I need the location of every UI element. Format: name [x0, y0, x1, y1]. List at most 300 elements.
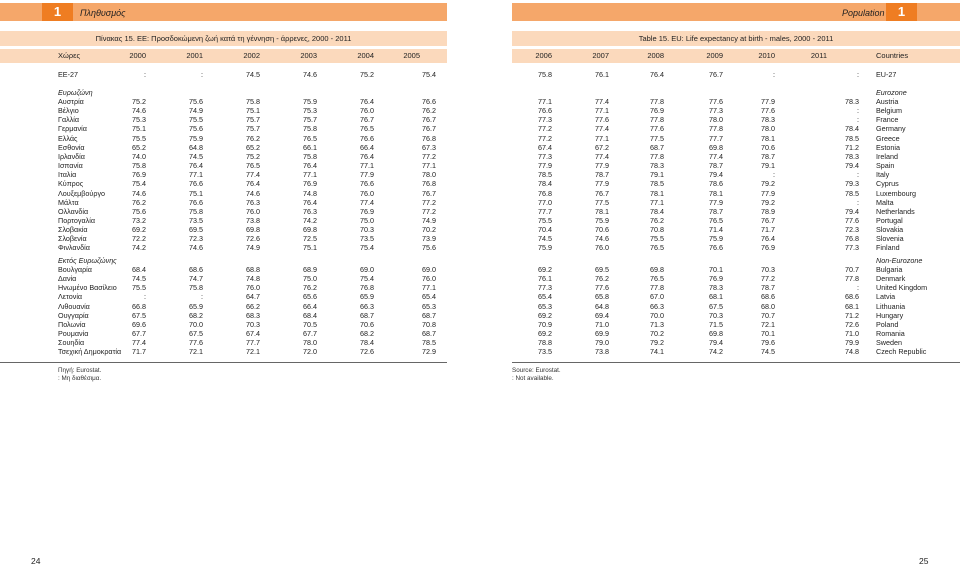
value-cell: 76.2	[422, 106, 436, 116]
value-cell: 67.7	[132, 329, 146, 339]
value-cell: 76.4	[761, 234, 775, 244]
country-name: Portugal	[876, 215, 903, 225]
value-cell: 76.1	[595, 70, 609, 79]
country-name: Σλοβενία	[58, 234, 87, 244]
country-name: Λουξεμβούργο	[58, 188, 106, 198]
value-cell: 76.7	[709, 70, 723, 79]
value-cell: 77.9	[709, 197, 723, 207]
value-cell: 77.5	[650, 133, 664, 143]
value-cell: 76.6	[538, 106, 552, 116]
value-cell: 77.9	[761, 97, 775, 106]
value-cell: 65.4	[538, 292, 552, 302]
year-header: 2007	[592, 51, 609, 60]
value-cell: 69.4	[595, 310, 609, 320]
value-cell: 64.8	[189, 142, 203, 152]
country-name: United Kingdom	[876, 283, 928, 293]
value-cell: 75.8	[538, 70, 552, 79]
value-cell: 76.5	[246, 161, 260, 171]
value-cell: 73.5	[538, 347, 552, 357]
value-cell: 73.5	[360, 234, 374, 244]
value-cell: 76.3	[246, 197, 260, 207]
value-cell: 77.6	[845, 215, 859, 225]
table-row	[0, 198, 447, 207]
value-cell: 65.2	[132, 142, 146, 152]
value-cell: 70.0	[650, 310, 664, 320]
value-cell: 77.2	[538, 133, 552, 143]
value-cell: 72.1	[246, 347, 260, 357]
value-cell: 78.7	[761, 283, 775, 293]
value-cell: 75.5	[538, 215, 552, 225]
value-cell: 67.2	[595, 142, 609, 152]
value-cell: 77.1	[538, 97, 552, 106]
value-cell: 77.3	[709, 106, 723, 116]
value-cell: 70.7	[845, 265, 859, 274]
value-cell: 79.0	[595, 338, 609, 348]
value-cell: 76.5	[650, 274, 664, 284]
country-name: Bulgaria	[876, 265, 903, 274]
value-cell: :	[144, 292, 146, 302]
value-cell: 78.5	[845, 188, 859, 198]
value-cell: 76.0	[595, 243, 609, 253]
country-header: Χώρες	[58, 51, 81, 60]
value-cell: 78.0	[422, 170, 436, 180]
year-header: 2002	[243, 51, 260, 60]
value-cell: 76.6	[709, 243, 723, 253]
value-cell: 77.9	[595, 161, 609, 171]
value-cell: 68.4	[132, 265, 146, 274]
value-cell: 72.5	[303, 234, 317, 244]
value-cell: 64.7	[246, 292, 260, 302]
value-cell: 77.6	[709, 97, 723, 106]
value-cell: 77.2	[761, 274, 775, 284]
country-name: Βουλγαρία	[58, 265, 92, 274]
value-cell: 75.2	[246, 151, 260, 161]
country-name: Finland	[876, 243, 900, 253]
value-cell: 76.9	[360, 206, 374, 216]
value-cell: 77.3	[538, 151, 552, 161]
value-cell: 73.2	[132, 215, 146, 225]
value-cell: 65.9	[189, 301, 203, 311]
value-cell: 74.6	[132, 188, 146, 198]
left-chapter-label: Πληθυσμός	[80, 8, 126, 18]
country-name: Ισπανία	[58, 161, 83, 171]
value-cell: 77.0	[538, 197, 552, 207]
year-header: 2005	[403, 51, 420, 60]
table-row	[512, 338, 960, 347]
year-header: 2000	[129, 51, 146, 60]
value-cell: 74.6	[189, 243, 203, 253]
group-label: Ευρωζώνη	[58, 88, 93, 97]
value-cell: 74.5	[132, 274, 146, 284]
country-name: Germany	[876, 124, 906, 134]
value-cell: 77.4	[595, 124, 609, 134]
table-row	[0, 320, 447, 329]
right-chapter-label: Population	[842, 8, 885, 18]
country-name: Πολωνία	[58, 319, 86, 329]
value-cell: 71.2	[845, 310, 859, 320]
value-cell: 77.8	[845, 274, 859, 284]
value-cell: 72.2	[132, 234, 146, 244]
country-name: Βέλγιο	[58, 106, 79, 116]
table-row	[512, 189, 960, 198]
value-cell: :	[857, 115, 859, 125]
value-cell: 78.9	[761, 206, 775, 216]
value-cell: 67.5	[189, 329, 203, 339]
value-cell: 77.3	[538, 115, 552, 125]
value-cell: 78.7	[709, 206, 723, 216]
table-row	[0, 311, 447, 320]
table-row	[512, 283, 960, 292]
value-cell: 66.3	[650, 301, 664, 311]
value-cell: 78.4	[650, 206, 664, 216]
country-name: Netherlands	[876, 206, 915, 216]
value-cell: 78.5	[538, 170, 552, 180]
table-row	[512, 243, 960, 252]
value-cell: 72.3	[189, 234, 203, 244]
table-row	[0, 115, 447, 124]
year-header: 2008	[647, 51, 664, 60]
value-cell: 78.8	[538, 338, 552, 348]
value-cell: 64.8	[595, 301, 609, 311]
country-name: Denmark	[876, 274, 906, 284]
value-cell: 74.8	[303, 188, 317, 198]
value-cell: 75.8	[303, 151, 317, 161]
value-cell: 74.6	[132, 106, 146, 116]
country-name: Italy	[876, 170, 890, 180]
country-name: Πορτογαλία	[58, 215, 96, 225]
value-cell: 75.3	[303, 106, 317, 116]
value-cell: 75.8	[189, 283, 203, 293]
value-cell: 76.0	[422, 274, 436, 284]
value-cell: 74.6	[246, 188, 260, 198]
value-cell: 77.9	[761, 188, 775, 198]
country-name: Ολλανδία	[58, 206, 89, 216]
value-cell: 77.5	[595, 197, 609, 207]
right-page-number: 25	[919, 556, 929, 566]
value-cell: 69.8	[709, 142, 723, 152]
table-row	[0, 274, 447, 283]
value-cell: 75.6	[189, 124, 203, 134]
value-cell: 69.0	[422, 265, 436, 274]
table-row	[512, 97, 960, 106]
eu27-row	[512, 70, 960, 79]
table-row	[0, 152, 447, 161]
table-row	[0, 234, 447, 243]
value-cell: 78.7	[595, 170, 609, 180]
value-cell: 75.4	[360, 274, 374, 284]
country-name: Greece	[876, 133, 900, 143]
value-cell: 73.9	[422, 234, 436, 244]
value-cell: 74.2	[132, 243, 146, 253]
right-bottom-rule	[512, 362, 960, 363]
table-row	[512, 152, 960, 161]
value-cell: 70.6	[761, 142, 775, 152]
value-cell: :	[857, 197, 859, 207]
value-cell: 77.2	[538, 124, 552, 134]
value-cell: 68.9	[303, 265, 317, 274]
table-row	[512, 265, 960, 274]
value-cell: 76.9	[303, 179, 317, 189]
value-cell: 77.9	[538, 161, 552, 171]
value-cell: 76.2	[650, 215, 664, 225]
value-cell: 70.1	[709, 265, 723, 274]
country-name: Romania	[876, 329, 905, 339]
value-cell: 79.4	[845, 206, 859, 216]
table-row	[0, 134, 447, 143]
value-cell: 76.5	[650, 243, 664, 253]
value-cell: 77.8	[650, 97, 664, 106]
right-chapter-number: 1	[886, 3, 917, 21]
value-cell: 75.9	[709, 234, 723, 244]
value-cell: 70.2	[650, 329, 664, 339]
value-cell: 77.3	[845, 243, 859, 253]
value-cell: 73.5	[189, 215, 203, 225]
value-cell: 76.6	[360, 133, 374, 143]
value-cell: 65.4	[422, 292, 436, 302]
value-cell: 78.1	[709, 188, 723, 198]
value-cell: 70.4	[538, 225, 552, 235]
value-cell: 77.7	[538, 206, 552, 216]
value-cell: 75.1	[189, 188, 203, 198]
value-cell: 74.9	[189, 106, 203, 116]
value-cell: 75.5	[650, 234, 664, 244]
table-row	[0, 170, 447, 179]
value-cell: 76.4	[189, 161, 203, 171]
country-name: Malta	[876, 197, 894, 207]
value-cell: 76.8	[422, 133, 436, 143]
table-row	[512, 225, 960, 234]
country-name: Ελλάς	[58, 133, 78, 143]
value-cell: 69.0	[360, 265, 374, 274]
value-cell: 65.3	[422, 301, 436, 311]
value-cell: 73.8	[246, 215, 260, 225]
value-cell: 74.5	[189, 151, 203, 161]
value-cell: 76.5	[303, 133, 317, 143]
value-cell: 77.4	[360, 197, 374, 207]
value-cell: 72.6	[845, 319, 859, 329]
value-cell: 76.9	[709, 274, 723, 284]
value-cell: 78.0	[709, 115, 723, 125]
value-cell: 72.6	[360, 347, 374, 357]
value-cell: 75.2	[360, 70, 374, 79]
value-cell: 77.4	[595, 151, 609, 161]
value-cell: 74.9	[246, 243, 260, 253]
value-cell: 70.8	[422, 319, 436, 329]
value-cell: 69.2	[538, 265, 552, 274]
value-cell: 76.1	[538, 274, 552, 284]
value-cell: 76.8	[360, 283, 374, 293]
value-cell: 70.2	[422, 225, 436, 235]
value-cell: 76.0	[246, 206, 260, 216]
value-cell: 78.5	[422, 338, 436, 348]
value-cell: :	[201, 70, 203, 79]
value-cell: 74.6	[303, 70, 317, 79]
value-cell: 78.0	[303, 338, 317, 348]
non-eurozone-label	[512, 256, 960, 265]
value-cell: 79.4	[845, 161, 859, 171]
country-name: Spain	[876, 161, 895, 171]
table-row	[0, 292, 447, 301]
value-cell: 78.6	[709, 179, 723, 189]
value-cell: 75.0	[360, 215, 374, 225]
value-cell: 76.0	[246, 283, 260, 293]
country-name: Δανία	[58, 274, 77, 284]
value-cell: 74.8	[845, 347, 859, 357]
value-cell: 75.8	[303, 124, 317, 134]
value-cell: 78.4	[845, 124, 859, 134]
table-row	[512, 302, 960, 311]
value-cell: 77.1	[422, 283, 436, 293]
country-name: Φινλανδία	[58, 243, 90, 253]
value-cell: 72.3	[845, 225, 859, 235]
value-cell: 79.2	[650, 338, 664, 348]
value-cell: 75.4	[360, 243, 374, 253]
value-cell: 77.8	[709, 124, 723, 134]
country-name: Αυστρία	[58, 97, 84, 106]
table-row	[512, 179, 960, 188]
value-cell: 79.6	[761, 338, 775, 348]
value-cell: 74.8	[246, 274, 260, 284]
value-cell: :	[773, 70, 775, 79]
value-cell: 77.6	[595, 283, 609, 293]
value-cell: 74.5	[761, 347, 775, 357]
table-row	[512, 198, 960, 207]
table-row	[512, 216, 960, 225]
value-cell: 78.3	[761, 115, 775, 125]
value-cell: 76.4	[303, 161, 317, 171]
value-cell: 79.4	[709, 170, 723, 180]
value-cell: 76.4	[650, 70, 664, 79]
value-cell: 68.2	[189, 310, 203, 320]
value-cell: 77.1	[595, 133, 609, 143]
value-cell: 77.1	[360, 161, 374, 171]
value-cell: 67.4	[538, 142, 552, 152]
eurozone-label	[0, 88, 447, 97]
eu27-row	[0, 70, 447, 79]
value-cell: 76.2	[595, 274, 609, 284]
country-name: Estonia	[876, 142, 900, 152]
value-cell: 77.7	[246, 338, 260, 348]
country-name: Λιθουανία	[58, 301, 90, 311]
value-cell: 71.7	[132, 347, 146, 357]
table-row	[0, 283, 447, 292]
value-cell: 78.7	[761, 151, 775, 161]
value-cell: 76.9	[650, 106, 664, 116]
value-cell: 79.9	[845, 338, 859, 348]
table-row	[512, 274, 960, 283]
value-cell: 76.0	[360, 188, 374, 198]
value-cell: 70.6	[595, 225, 609, 235]
country-name: Σλοβακία	[58, 225, 88, 235]
value-cell: 71.3	[650, 319, 664, 329]
left-note: : Μη διαθέσιμα.	[58, 375, 102, 382]
value-cell: 70.7	[761, 310, 775, 320]
value-cell: 76.8	[422, 179, 436, 189]
value-cell: 75.5	[189, 115, 203, 125]
table-row	[512, 207, 960, 216]
value-cell: 76.0	[360, 106, 374, 116]
value-cell: 66.4	[360, 142, 374, 152]
value-cell: 79.1	[761, 161, 775, 171]
value-cell: 68.1	[709, 292, 723, 302]
value-cell: 78.3	[709, 283, 723, 293]
table-row	[0, 225, 447, 234]
value-cell: :	[773, 170, 775, 180]
value-cell: 77.3	[538, 283, 552, 293]
value-cell: 68.7	[360, 310, 374, 320]
table-row	[512, 134, 960, 143]
value-cell: 76.9	[132, 170, 146, 180]
value-cell: 71.7	[761, 225, 775, 235]
group-label: Εκτός Ευρωζώνης	[58, 256, 117, 265]
value-cell: 79.2	[761, 179, 775, 189]
value-cell: 74.2	[303, 215, 317, 225]
value-cell: 70.8	[650, 225, 664, 235]
value-cell: 66.4	[303, 301, 317, 311]
value-cell: 70.6	[360, 319, 374, 329]
value-cell: 75.0	[303, 274, 317, 284]
value-cell: 75.6	[189, 97, 203, 106]
value-cell: 76.8	[538, 188, 552, 198]
value-cell: 76.2	[246, 133, 260, 143]
value-cell: 65.6	[303, 292, 317, 302]
table-row	[0, 302, 447, 311]
value-cell: 69.5	[595, 265, 609, 274]
value-cell: 70.0	[189, 319, 203, 329]
value-cell: 75.9	[538, 243, 552, 253]
value-cell: 65.9	[360, 292, 374, 302]
value-cell: 70.5	[303, 319, 317, 329]
value-cell: 78.3	[650, 161, 664, 171]
value-cell: 75.7	[246, 124, 260, 134]
value-cell: 66.2	[246, 301, 260, 311]
country-name: Ireland	[876, 151, 898, 161]
value-cell: 78.1	[595, 206, 609, 216]
table-row	[512, 329, 960, 338]
value-cell: 78.5	[650, 179, 664, 189]
value-cell: 71.4	[709, 225, 723, 235]
value-cell: 76.6	[422, 97, 436, 106]
value-cell: 77.1	[303, 170, 317, 180]
table-row	[0, 265, 447, 274]
country-name: Ουγγαρία	[58, 310, 89, 320]
value-cell: 77.4	[595, 97, 609, 106]
country-name: Γερμανία	[58, 124, 87, 134]
table-row	[0, 207, 447, 216]
value-cell: 70.3	[709, 310, 723, 320]
country-name: EU-27	[876, 70, 897, 79]
year-header: 2010	[758, 51, 775, 60]
value-cell: 75.9	[595, 215, 609, 225]
value-cell: 77.6	[595, 115, 609, 125]
value-cell: 74.5	[538, 234, 552, 244]
value-cell: 77.1	[189, 170, 203, 180]
country-name: Σουηδία	[58, 338, 85, 348]
value-cell: 79.4	[709, 338, 723, 348]
value-cell: 69.8	[650, 265, 664, 274]
left-page-number: 24	[31, 556, 41, 566]
value-cell: 75.7	[303, 115, 317, 125]
value-cell: 75.6	[422, 243, 436, 253]
year-header: 2001	[186, 51, 203, 60]
table-row	[512, 292, 960, 301]
left-footnotes	[58, 367, 101, 383]
value-cell: 75.7	[246, 115, 260, 125]
country-name: Luxembourg	[876, 188, 916, 198]
value-cell: 78.3	[845, 97, 859, 106]
eurozone-label	[512, 88, 960, 97]
value-cell: 77.4	[132, 338, 146, 348]
